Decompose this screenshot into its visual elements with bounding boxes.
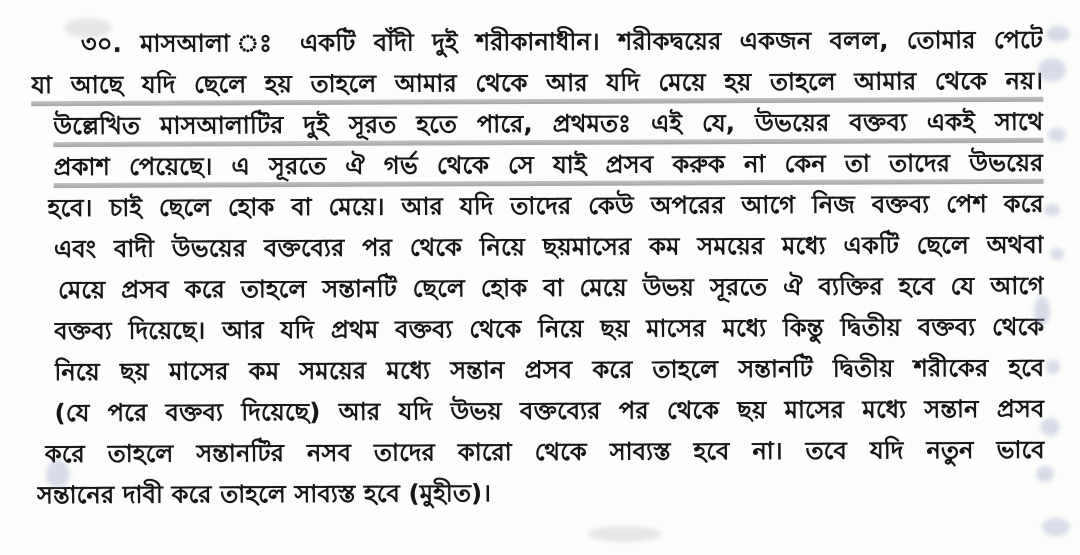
text-segment: (যে পরে বক্তব্য দিয়েছে) আর যদি উভয় বক্তব্যের পর থেকে ছয় মাসের মধ্যে সন্তান প্রসব [54, 394, 1045, 428]
text-segment: মেয়ে প্রসব করে তাহলে সন্তানটি ছেলে হোক বা মেয়ে উভয় সূরতে ঐ ব্যক্তির হবে যে আগে [58, 271, 1045, 305]
text-line-2 [31, 61, 1043, 106]
text-segment: এবং বাদী উভয়ের বক্তব্যের পর থেকে নিয়ে ছয়মাসের কম সময়ের মধ্যে একটি ছেলে অথবা [53, 230, 1044, 264]
text-line-7 [58, 266, 1044, 311]
bleed-through-mark [1042, 518, 1070, 536]
text-line-5 [48, 184, 1044, 229]
text-line-8 [54, 307, 1044, 352]
underlined-text-segment: হবে। [47, 193, 93, 223]
text-segment: নিয়ে ছয় মাসের কম সময়ের মধ্যে সন্তান প্রসব করে তাহলে সন্তানটি দ্বিতীয় শরীকের হবে [54, 353, 1045, 387]
text-segment: চাই ছেলে হোক বা মেয়ে। আর যদি তাদের কেউ অপরের আগে নিজ বক্তব্য পেশ করে [92, 189, 1044, 222]
underlined-text-segment: উল্লেখিত মাসআলাটির দুই সূরত হতে পারে, প্রথমতঃ এই যে, উভয়ের বক্তব্য একই সাথে [53, 107, 1044, 141]
text-segment: সন্তানের দাবী করে তাহলে সাব্যস্ত হবে (মুহীত)। [36, 479, 492, 510]
text-line-6 [54, 225, 1044, 270]
text-segment: বক্তব্য দিয়েছে। আর যদি প্রথম বক্তব্য থেকে নিয়ে ছয় মাসের মধ্যে কিন্তু দ্বিতীয় বক্তব্য থেকে [54, 312, 1045, 346]
scan-smudge [588, 526, 662, 542]
bleed-through-mark [1050, 248, 1064, 260]
text-segment: ৩০. মাসআলা ঃ [80, 29, 300, 58]
text-line-9 [54, 348, 1044, 393]
bleed-through-mark [1034, 296, 1050, 326]
text-line-10 [55, 389, 1045, 434]
scan-smudge [46, 460, 70, 488]
text-line-3 [53, 102, 1043, 147]
scan-smudge [64, 18, 112, 38]
bleed-through-mark [1048, 128, 1066, 142]
underlined-text-segment: প্রকাশ পেয়েছে। এ সূরতে ঐ গর্ভ থেকে সে যাই প্রসব করুক না কেন তা তাদের উভয়ের [53, 148, 1044, 182]
text-segment: করে তাহলে সন্তানটির নসব তাদের কারো থেকে সাব্যস্ত হবে না। তবে যদি নতুন ভাবে [44, 435, 1045, 469]
text-line-1 [31, 20, 1043, 65]
paragraph-masala-30 [31, 20, 1045, 516]
bleed-through-mark [1044, 204, 1060, 216]
text-line-12 [37, 471, 1045, 516]
bleed-through-mark [1046, 26, 1070, 42]
text-line-4 [53, 143, 1043, 188]
underlined-text-segment: একটি বাঁদী দুই শরীকানাধীন। শরীকদ্বয়ের একজন বলল, তোমার পেটে [299, 25, 1044, 58]
bleed-through-mark [1040, 418, 1060, 436]
underlined-text-segment: যা আছে যদি ছেলে হয় তাহলে আমার থেকে আর যদি মেয়ে হয় তাহলে আমার থেকে নয়। [31, 66, 1044, 100]
bleed-through-mark [1046, 360, 1060, 374]
bleed-through-mark [1038, 58, 1066, 82]
bleed-through-mark [1036, 466, 1054, 482]
text-line-11 [45, 430, 1045, 475]
